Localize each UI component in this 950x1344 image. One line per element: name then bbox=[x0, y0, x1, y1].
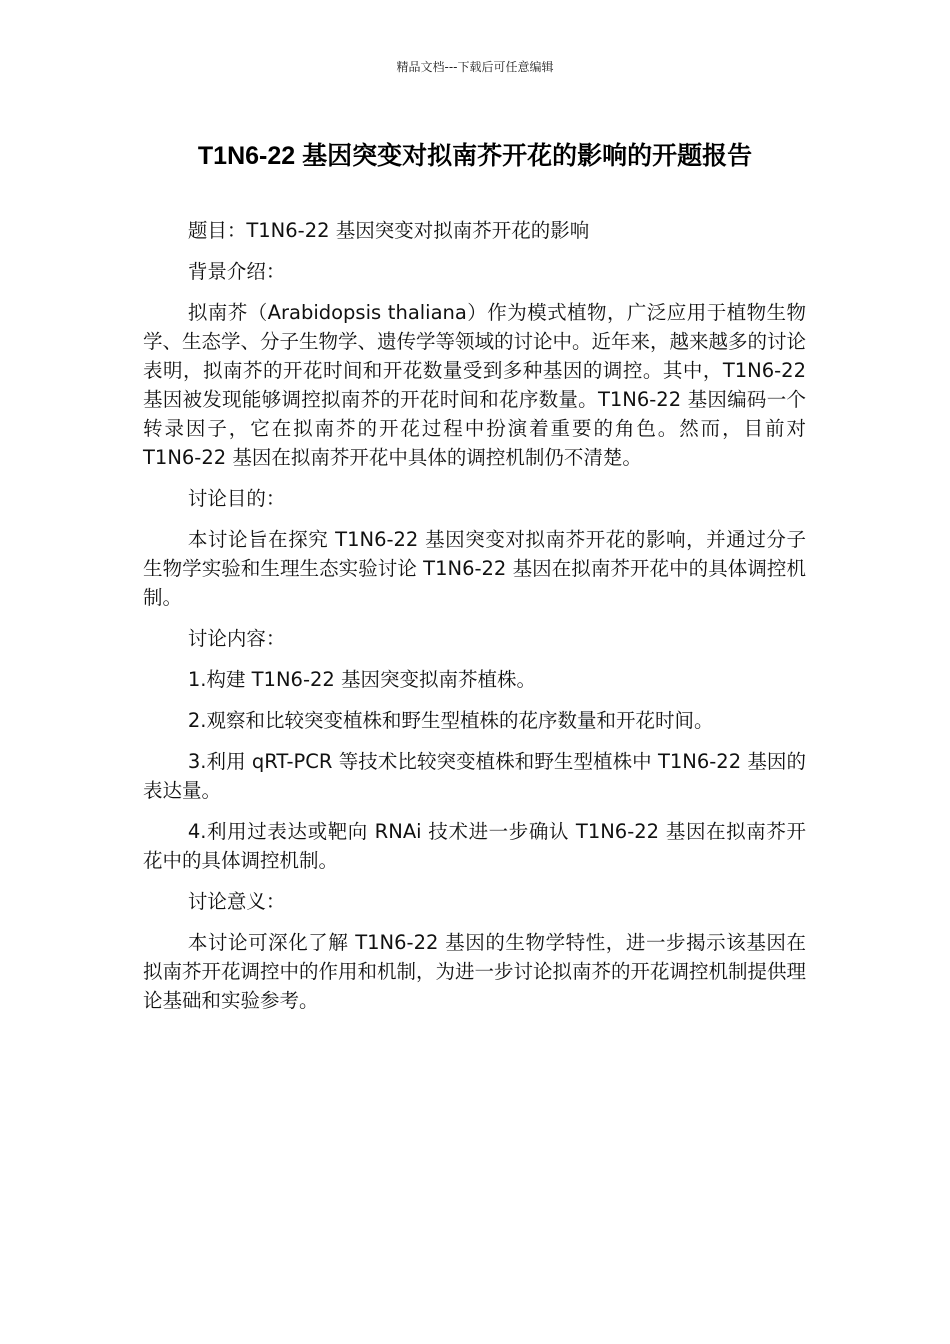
header-note: 精品文档---下载后可任意编辑 bbox=[396, 60, 554, 74]
subject-line: 题目：T1N6-22 基因突变对拟南芥开花的影响 bbox=[187, 219, 590, 242]
background-paragraph: 拟南芥（Arabidopsis thaliana）作为模式植物，广泛应用于植物生物学、生态学、分子生物学、遗传学等领域的讨论中。近年来，越来越多的讨论表明，拟南芥的开花时间和开花数量受到多种基因的调控。其中，T1N6-22 基因被发现能够调控拟南芥的开花时间和花序数量。T1N6-22 基因编码一个转录因子，它在拟南芥的开花过程中扮演着重要的角色。然而，目前对 T1N6-22 基因在拟南芥开花中具体的调控机制仍不清楚。 bbox=[143, 301, 807, 469]
content-item: 4.利用过表达或靶向 RNAi 技术进一步确认 T1N6-22 基因在拟南芥开花中的具体调控机制。 bbox=[143, 820, 806, 872]
content-item: 3.利用 qRT-PCR 等技术比较突变植株和野生型植株中 T1N6-22 基因的表达量。 bbox=[143, 750, 806, 802]
purpose-paragraph: 本讨论旨在探究 T1N6-22 基因突变对拟南芥开花的影响，并通过分子生物学实验和生理生态实验讨论 T1N6-22 基因在拟南芥开花中的具体调控机制。 bbox=[143, 528, 806, 609]
content-item: 1.构建 T1N6-22 基因突变拟南芥植株。 bbox=[187, 668, 537, 691]
document-body bbox=[143, 216, 806, 1027]
purpose-heading: 讨论目的： bbox=[187, 487, 286, 510]
background-heading: 背景介绍： bbox=[187, 260, 286, 283]
content-item: 2.观察和比较突变植株和野生型植株的花序数量和开花时间。 bbox=[187, 709, 714, 732]
significance-paragraph: 本讨论可深化了解 T1N6-22 基因的生物学特性，进一步揭示该基因在拟南芥开花调控中的作用和机制，为进一步讨论拟南芥的开花调控机制提供理论基础和实验参考。 bbox=[143, 931, 807, 1012]
significance-heading: 讨论意义： bbox=[187, 890, 286, 913]
content-heading: 讨论内容： bbox=[187, 627, 286, 650]
document-title: T1N6-22 基因突变对拟南芥开花的影响的开题报告 bbox=[197, 142, 753, 170]
